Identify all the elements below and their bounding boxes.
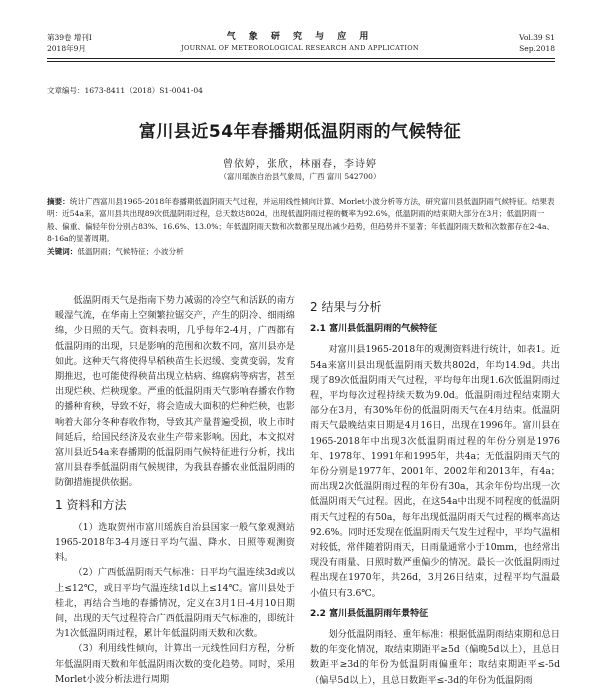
left-column — [55, 293, 295, 687]
volume-label: 第39卷 增刊Ⅰ — [47, 33, 92, 42]
keywords — [47, 246, 555, 257]
abstract-label: 摘要： — [47, 197, 70, 206]
subsection-heading-2-1: 2.1 富川县低温阴雨的气候特征 — [310, 324, 438, 335]
keywords-label: 关键词： — [47, 247, 78, 256]
volume-label-en: Vol.39 S1 — [519, 33, 555, 42]
authors: 曾依婷，张欣，林丽春，李诗婷 — [223, 159, 377, 170]
keywords-text: 低温阴雨；气候特征；小波分析 — [77, 247, 184, 256]
header-rule-thick — [47, 58, 555, 59]
subsection-heading-2-2: 2.2 富川县低温阴雨年景特征 — [310, 608, 429, 619]
paper-title: 富川县近54年春播期低温阴雨的气候特征 — [138, 122, 462, 142]
abstract-text: 统计广西富川县1965-2018年春播期低温阴雨天气过程，并运用线性倾向计算、Morlet小波分析等方法，研究富川县低温阴雨气候特征。结果表明：近54a来，富川县共出现89次低温阴雨过程，总天数达802d，出现低温阴雨过程的概率为92.6%，低温阴雨的结束期大部分在3月；低温阴雨一般、偏重、偏轻年份分别占83%、16.6%、13.0%；年低温阴雨天数和次数都呈现出减少趋势，但趋势并不显著；年低温阴雨天数和次数都存在2-4a、8-16a的显著周期。 — [47, 197, 555, 244]
right-column — [310, 293, 560, 688]
intro-paragraph: 低温阴雨天气是指南下势力减弱的冷空气和活跃的南方暖湿气流，在华南上空频繁拉锯交产，产生的阴冷、细雨绵绵，少日照的天气。资料表明，几乎每年2-4月，广西都有低温阴雨的出现，只是影响的范围和次数不同，富川县亦是如此。这种天气将使得早稻秧苗生长迟缓、变黄变弱，发育期推迟，也可能使得秧苗出现立枯病、绵腐病等病害，甚至出现烂秧、烂秧现象。严重的低温阴雨天气影响春播农作物的播种育秧，导致不好，将会造成大面积的烂种烂秧，也影响着大部分冬种春收作物，导致其产量普遍受损，收上市时间延后，给国民经济及农业生产带来影响。因此，本文拟对富川县近54a来春播期的低温阴雨气候特征进行分析，找出富川县春季低温阴雨气候规律，为我县春播农业低温阴雨的防御措施提供依据。 — [55, 295, 295, 489]
method-item-1: （1）选取贺州市富川瑶族自治县国家一般气象观测站1965-2018年3-4月逐日平均气温、降水、日照等观测资料。 — [55, 521, 295, 564]
method-item-3: （3）利用线性倾向，计算出一元线性回归方程，分析年低温阴雨天数和年低温阴雨次数的变化趋势。同时，采用Morlet小波分析法进行周期 — [55, 643, 295, 685]
method-item-2: （2）广西低温阴雨天气标准：日平均气温连续3d或以上≤12℃，或日平均气温连续1d以上≤14℃。富川县处于桂北，再结合当地的春播情况，定义在3月1日-4月10日期间，出现的天气过程符合广西低温阴雨天气标准的，即统计为1次低温阴雨过程，累计年低温阴雨天数和次数。 — [55, 567, 295, 640]
affiliation: （富川瑶族自治县气象局，广西 富川 542700） — [219, 172, 381, 181]
date-label: 2018年9月 — [47, 44, 86, 53]
header-center — [0, 32, 600, 54]
section-heading-2: 2 结果与分析 — [310, 300, 382, 314]
journal-name-cn: 气 象 研 究 与 应 用 — [226, 32, 374, 42]
section-heading-1: 1 资料和方法 — [55, 497, 127, 512]
header-right — [519, 32, 555, 54]
results-paragraph-2: 划分低温阴雨轻、重年标准：根据低温阴雨结束期和总日数的年变化情况，取结束期距平≥5d（偏晚5d以上），且总日数距平≥3d的年份为低温阴雨偏重年；取结束期距平≤-5d（偏早5d以上），且总日数距平≤-3d的年份为低温阴雨 — [310, 629, 560, 686]
journal-name-en: JOURNAL OF METEOROLOGICAL RESEARCH AND APPLICATION — [181, 44, 419, 52]
article-number: 文章编号：1673-8411（2018）S1-0041-04 — [47, 86, 203, 95]
date-label-en: Sep.2018 — [519, 44, 555, 53]
results-paragraph-1: 对富川县1965-2018年的观测资料进行统计，如表1。近54a来富川县出现低温阴雨天数共802d，年均14.9d。共出现了89次低温阴雨天气过程，平均每年出现1.6次低温阴雨过程，平均每次过程持续天数为9.0d。低温阴雨过程结束期大部分在3月，有30%年份的低温阴雨天气在4月结束。低温阴雨天气最晚结束日期是4月16日，出现在1996年。富川县在1965-2018年中出现3次低温阴雨过程的年份分别是1976年、1978年、1991年和1995年，共4a；无低温阴雨天气的年份分别是1977年、2001年、2002年和2013年，有4a；而出现2次低温阴雨过程的年份有30a，其余年份均出现一次低温阴雨天气过程。因此，在这54a中出现不同程度的低温阴雨天气过程的有50a，每年出现低温阴雨天气过程的概率高达92.6%。同时还发现在低温阴雨天气发生过程中，平均气温相对较低，常伴随着阴雨天，日雨量通常小于10mm，也经常出现没有雨量、日照时数严重偏少的情况。最长一次低温阴雨过程出现在1970年，共26d，3月26日结束，过程平均气温最小值只有3.6℃。 — [310, 344, 560, 599]
abstract — [47, 196, 555, 246]
header-rule-thin — [47, 61, 555, 62]
